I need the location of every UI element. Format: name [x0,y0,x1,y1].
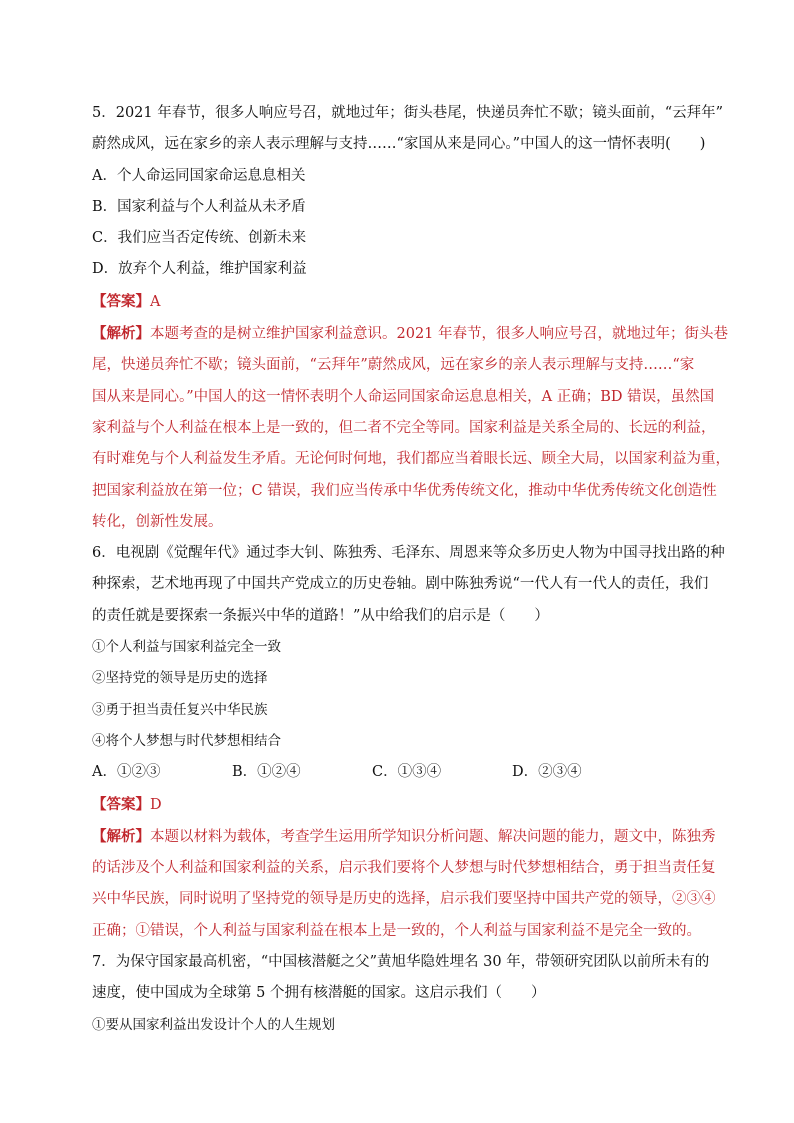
q5-analysis-line-6: 把国家利益放在第一位；C 错误，我们应当传承中华优秀传统文化，推动中华优秀传统文化创造性 [92,482,717,499]
q5-analysis-line-1 [92,318,729,350]
q6-answer-value: D [150,796,162,813]
q7-item-1: ①要从国家利益出发设计个人的人生规划 [92,1016,335,1033]
q5-analysis-line-5: 有时难免与个人利益发生矛盾。无论何时何地，我们都应当着眼长远、顾全大局，以国家利益为重， [92,451,730,468]
q6-answer-label: 【答案】 [92,795,150,813]
q6-item-2: ②坚持党的领导是历史的选择 [92,670,268,687]
q5-analysis-line-7: 转化，创新性发展。 [92,513,223,530]
q6-item-3: ③勇于担当责任复兴中华民族 [92,701,268,718]
q6-option-a: A．①②③ [92,764,161,781]
q5-analysis-line-4: 家利益与个人利益在根本上是一致的，但二者不完全等同。国家利益是关系全局的、长远的利益， [92,419,716,436]
q6-stem-line-1: 6．电视剧《觉醒年代》通过李大钊、陈独秀、毛泽东、周恩来等众多历史人物为中国寻找出路的种 [92,545,725,562]
q6-answer [92,789,712,821]
q5-answer-value: A [150,293,161,310]
q6-analysis-text-1: 本题以材料为载体，考查学生运用所学知识分析问题、解决问题的能力，题文中，陈独秀 [150,828,716,845]
q5-answer [92,286,712,318]
q6-analysis-line-1 [92,821,716,853]
document-content [92,98,730,1041]
q5-stem-line-1: 5．2021 年春节，很多人响应号召，就地过年；街头巷尾，快递员奔忙不歇；镜头面前，“云拜年” [92,105,724,121]
q6-analysis-line-2: 的话涉及个人利益和国家利益的关系，启示我们要将个人梦想与时代梦想相结合，勇于担当责任复 [92,860,716,877]
q7-stem-line-2: 速度，使中国成为全球第 5 个拥有核潜艇的国家。这启示我们（ ） [92,985,546,1002]
q5-option-c: C．我们应当否定传统、创新未来 [92,230,307,247]
q6-item-4: ④将个人梦想与时代梦想相结合 [92,732,281,749]
q5-answer-label: 【答案】 [92,292,150,310]
q5-option-a: A．个人命运同国家命运息息相关 [92,167,306,184]
q5-analysis-line-3: 国从来是同心。”中国人的这一情怀表明个人命运同国家命运息息相关，A 正确；BD 错误，虽然国 [92,388,715,405]
question-5 [92,98,730,538]
q5-analysis-line-2: 尾，快递员奔忙不歇；镜头面前，“云拜年”蔚然成风，远在家乡的亲人表示理解与支持……“家 [92,357,695,374]
question-6 [92,538,725,947]
q6-analysis-line-3: 兴中华民族，同时说明了坚持党的领导是历史的选择，启示我们要坚持中国共产党的领导，②③④ [92,891,716,908]
q5-analysis-text-1: 本题考查的是树立维护国家利益意识。2021 年春节，很多人响应号召，就地过年；街头巷 [150,326,729,343]
q6-stem-line-2: 种探索，艺术地再现了中国共产党成立的历史卷轴。剧中陈独秀说“一代人有一代人的责任，我们 [92,576,709,593]
q6-option-d: D．②③④ [512,764,582,781]
q5-analysis-label: 【解析】 [92,325,150,343]
q5-analysis [92,318,730,538]
q6-analysis [92,821,716,947]
q5-option-b: B．国家利益与个人利益从未矛盾 [92,198,306,215]
q5-option-d: D．放弃个人利益，维护国家利益 [92,261,307,278]
q6-option-c: C．①③④ [372,764,442,781]
q6-item-1: ①个人利益与国家利益完全一致 [92,639,281,656]
q5-stem-line-2: 蔚然成风，远在家乡的亲人表示理解与支持……“家国从来是同心。”中国人的这一情怀表明( ) [92,136,706,153]
question-7 [92,947,712,1041]
q6-analysis-line-4: 正确；①错误，个人利益与国家利益在根本上是一致的，个人利益与国家利益不是完全一致的。 [92,922,701,939]
q6-option-b: B．①②④ [232,764,301,781]
q7-stem-line-1: 7．为保守国家最高机密，“中国核潜艇之父”黄旭华隐姓埋名 30 年，带领研究团队以前所未有的 [92,954,710,971]
q6-options [92,757,712,788]
q6-stem-line-3: 的责任就是要探索一条振兴中华的道路！”从中给我们的启示是（ ） [92,607,549,624]
q6-analysis-label: 【解析】 [92,827,150,845]
